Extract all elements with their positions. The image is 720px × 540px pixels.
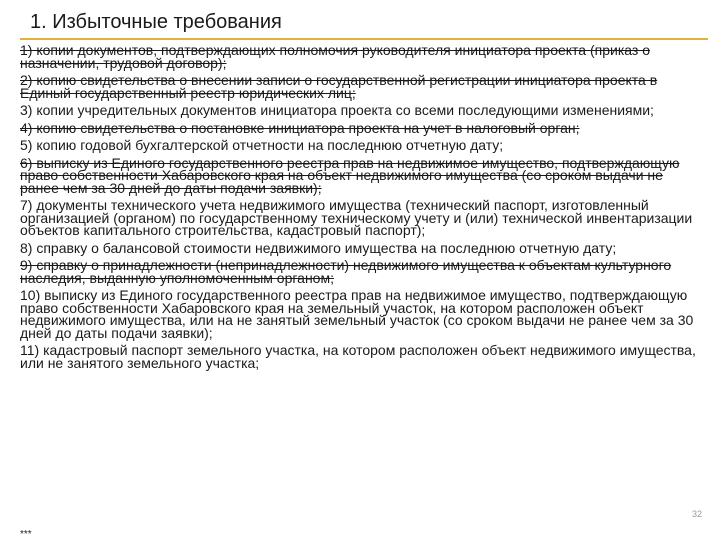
title-divider [20, 38, 708, 40]
list-item-5 [20, 137, 700, 155]
list-item-text: 2) копию свидетельства о внесении записи о государственной регистрации инициатора проекта в Единый государственный реестр юридических лиц; [20, 72, 658, 101]
list-item-text: 9) справку о принадлежности (непринадлежности) недвижимого имущества к объектам культурного наследия, выданную уполномоченным органом; [20, 257, 672, 286]
footer-marker: *** [20, 529, 32, 540]
list-item-text: 3) копии учредительных документов инициатора проекта со всеми последующими изменениями; [20, 102, 654, 118]
list-item-11 [20, 342, 700, 372]
list-item-4 [20, 120, 700, 138]
list-item-text: 5) копию годовой бухгалтерской отчетности на последнюю отчетную дату; [20, 137, 504, 153]
list-item-3 [20, 102, 700, 120]
requirements-list [0, 42, 720, 372]
page-number: 32 [691, 509, 702, 519]
list-item-9 [20, 257, 700, 287]
list-item-text: 6) выписку из Единого государственного реестра прав на недвижимое имущество, подтверждающую право собственности Хабаровского края на объект недвижимого имущества (со сроком выдачи не ранее чем за 30 дней до даты подачи заявки); [20, 154, 680, 196]
list-item-6 [20, 155, 700, 198]
list-item-text: 4) копию свидетельства о постановке инициатора проекта на учет в налоговый орган; [20, 119, 580, 136]
list-item-2 [20, 72, 700, 102]
list-item-10 [20, 287, 700, 342]
list-item-text: 1) копии документов, подтверждающих полномочия руководителя инициатора проекта (приказ о назначении, трудовой договор); [20, 42, 650, 71]
list-item-text: 10) выписку из Единого государственного реестра прав на недвижимое имущество, подтверждающую право собственности Хабаровского края на земельный участок, на котором расположен объект недвижимого имущества, или на не занятый земельный участок (со сроком выдачи не ранее чем за 30 дней до даты подачи заявки); [20, 287, 694, 341]
list-item-8 [20, 240, 700, 258]
list-item-1 [20, 42, 700, 72]
list-item-text: 11) кадастровый паспорт земельного участка, на котором расположен объект недвижимого имущества, или не занятого земельного участка; [20, 342, 696, 371]
slide-title: 1. Избыточные требования [30, 11, 282, 33]
list-item-text: 8) справку о балансовой стоимости недвижимого имущества на последнюю отчетную дату; [20, 239, 617, 256]
list-item-text: 7) документы технического учета недвижимого имущества (технический паспорт, изготовленный организацией (органом) по государственному техническому учету и (или) технической инвентаризации объектов капитального строительства, кадастровый паспорт); [20, 197, 693, 238]
list-item-7 [20, 197, 700, 240]
